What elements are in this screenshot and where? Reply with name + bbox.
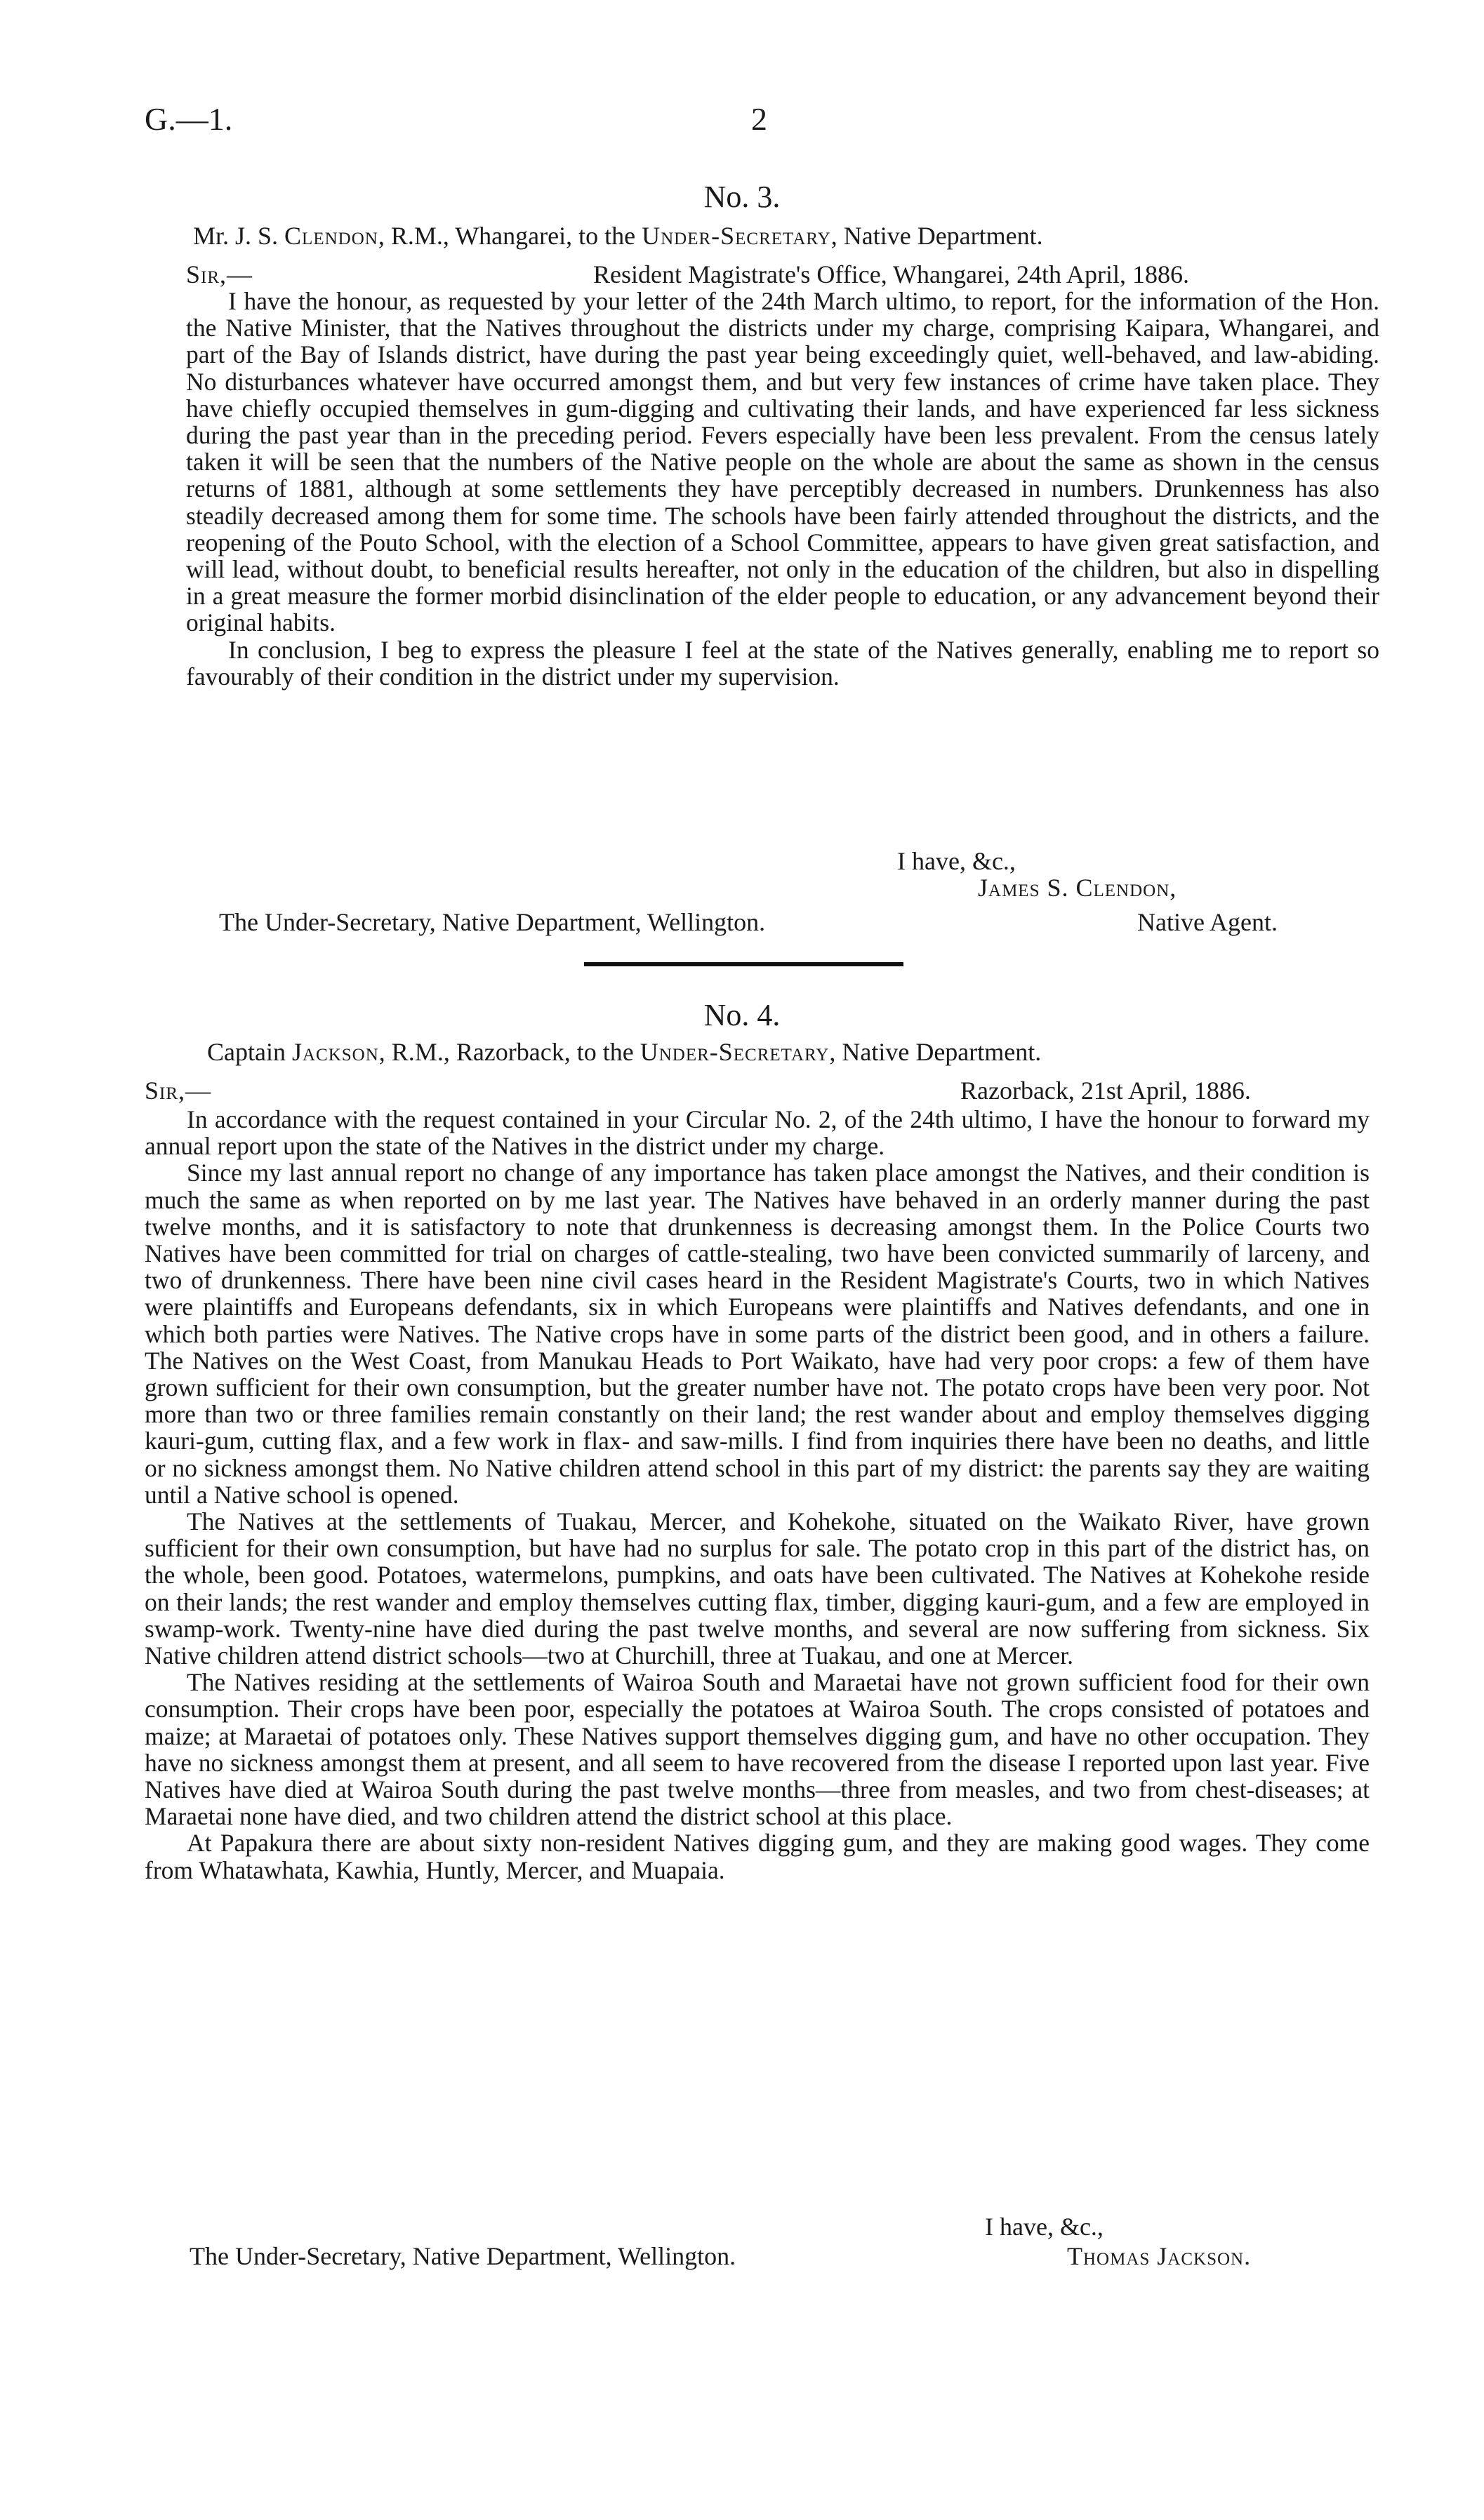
letter-4-body [145, 1106, 1370, 1884]
recipient-name: Under-Secretary [640, 1038, 830, 1066]
recipient-name: Under-Secretary [642, 222, 831, 250]
letter-3-heading: No. 3. [703, 180, 781, 214]
section-divider [584, 962, 903, 966]
letter-4-signature: Thomas Jackson. [1067, 2242, 1252, 2270]
paragraph: The Natives at the settlements of Tuakau, Mercer, and Kohekohe, situated on the Waikato River, have grown sufficient for their own consumption, but have had no surplus for sale. The potato crop in this part of the district has, on the whole, been good. Potatoes, watermelons, pumpkins, and oats have been cultivated. The Natives at Kohekohe reside on their lands; the rest wander and employ themselves cutting flax, timber, digging kauri-gum, and a few are employed in swamp-work. Twenty-nine have died during the past twelve months, and several are now suffering from sickness. Six Native children attend district schools—two at Churchill, three at Tuakau, and one at Mercer. [145, 1507, 1370, 1670]
paragraph: Since my last annual report no change of any importance has taken place amongst the Natives, and their condition is much the same as when reported on by me last year. The Natives have behaved in an orderly manner during the past twelve months, and it is satisfactory to note that drunkenness is decreasing amongst them. In the Police Courts two Natives have been committed for trial on charges of cattle-stealing, two have been convicted summarily of larceny, and two of drunkenness. There have been nine civil cases heard in the Resident Magistrate's Courts, two in which Natives were plaintiffs and Europeans defendants, six in which Europeans were plaintiffs and Natives defendants, and one in which both parties were Natives. The Native crops have in some parts of the district been good, and in others a failure. The Natives on the West Coast, from Manukau Heads to Port Waikato, have had very poor crops: a few of them have grown sufficient for their own consumption, but the greater number have not. The potato crops have been very poor. Not more than two or three families remain constantly on their land; the rest wander about and employ themselves digging kauri-gum, cutting flax, and a few work in flax- and saw-mills. I find from inquiries there have been no deaths, and little or no sickness amongst them. No Native children attend school in this part of my district: the parents say they are waiting until a Native school is opened. [145, 1159, 1370, 1509]
sender-name: Jackson [291, 1038, 379, 1066]
from-text: , Native Department. [830, 222, 1043, 250]
from-text: , R.M., Razorback, to the [378, 1038, 640, 1066]
letter-3-body [186, 288, 1379, 690]
letter-4-addressee: The Under-Secretary, Native Department, Wellington. [190, 2242, 736, 2270]
letter-3-addressee: The Under-Secretary, Native Department, Wellington. [219, 908, 766, 936]
paragraph: At Papakura there are about sixty non-resident Natives digging gum, and they are making good wages. They come from Whatawhata, Kawhia, Huntly, Mercer, and Muapaia. [145, 1829, 1370, 1884]
letter-4-from-line [207, 1036, 1041, 1067]
from-text: , R.M., Whangarei, to the [378, 222, 642, 250]
series-code: G.—1. [145, 101, 233, 137]
paragraph: The Natives residing at the settlements of Wairoa South and Maraetai have not grown sufficient food for their own consumption. Their crops have been poor, especially the potatoes at Wairoa South. The crops consisted of potatoes and maize; at Maraetai of potatoes only. These Natives support themselves digging gum, and have no other occupation. They have no sickness amongst them at present, and all seem to have recovered from the disease I reported upon last year. Five Natives have died at Wairoa South during the past twelve months—three from measles, and two from chest-diseases; at Maraetai none have died, and two children attend the district school at this place. [145, 1668, 1370, 1831]
from-text: , Native Department. [829, 1038, 1042, 1066]
letter-4-heading: No. 4. [703, 998, 781, 1032]
letter-3-signature: James S. Clendon, [978, 874, 1177, 902]
page-number: 2 [751, 101, 767, 137]
paragraph: In accordance with the request contained in your Circular No. 2, of the 24th ultimo, I have the honour to forward my annual report upon the state of the Natives in the district under my charge. [145, 1105, 1370, 1161]
letter-3-dateline: Resident Magistrate's Office, Whangarei, 24th April, 1886. [593, 260, 1189, 288]
from-text: Mr. J. S. [193, 222, 285, 250]
letter-4-dateline: Razorback, 21st April, 1886. [960, 1076, 1251, 1105]
letter-4-salutation: Sir,— [145, 1076, 212, 1105]
letter-3-salutation: Sir,— [186, 260, 253, 288]
from-text: Captain [207, 1038, 292, 1066]
paragraph: I have the honour, as requested by your letter of the 24th March ultimo, to report, for the information of the Hon. the Native Minister, that the Natives throughout the districts under my charge, comprising Kaipara, Whangarei, and part of the Bay of Islands district, have during the past year being exceedingly quiet, well-behaved, and law-abiding. No disturbances whatever have occurred amongst them, and but very few instances of crime have taken place. They have chiefly occupied themselves in gum-digging and cultivating their lands, and have experienced far less sickness during the past year than in the preceding period. Fevers especially have been less prevalent. From the census lately taken it will be seen that the numbers of the Native people on the whole are about the same as shown in the census returns of 1881, although at some settlements they have perceptibly decreased in numbers. Drunkenness has also steadily decreased among them for some time. The schools have been fairly attended throughout the districts, and the reopening of the Pouto School, with the election of a School Committee, appears to have given great satisfaction, and will lead, without doubt, to beneficial results hereafter, not only in the education of the children, but also in dispelling in a great measure the former morbid disinclination of the elder people to education, or any advancement beyond their original habits. [186, 287, 1379, 637]
letter-3-from-line [193, 220, 1043, 251]
letter-3-title: Native Agent. [1137, 908, 1278, 936]
letter-4-closing: I have, &c., [985, 2213, 1104, 2241]
paragraph: In conclusion, I beg to express the pleasure I feel at the state of the Natives generally, enabling me to report so favourably of their condition in the district under my supervision. [186, 635, 1379, 691]
sender-name: Clendon [284, 222, 378, 250]
letter-3-closing: I have, &c., [897, 847, 1016, 875]
